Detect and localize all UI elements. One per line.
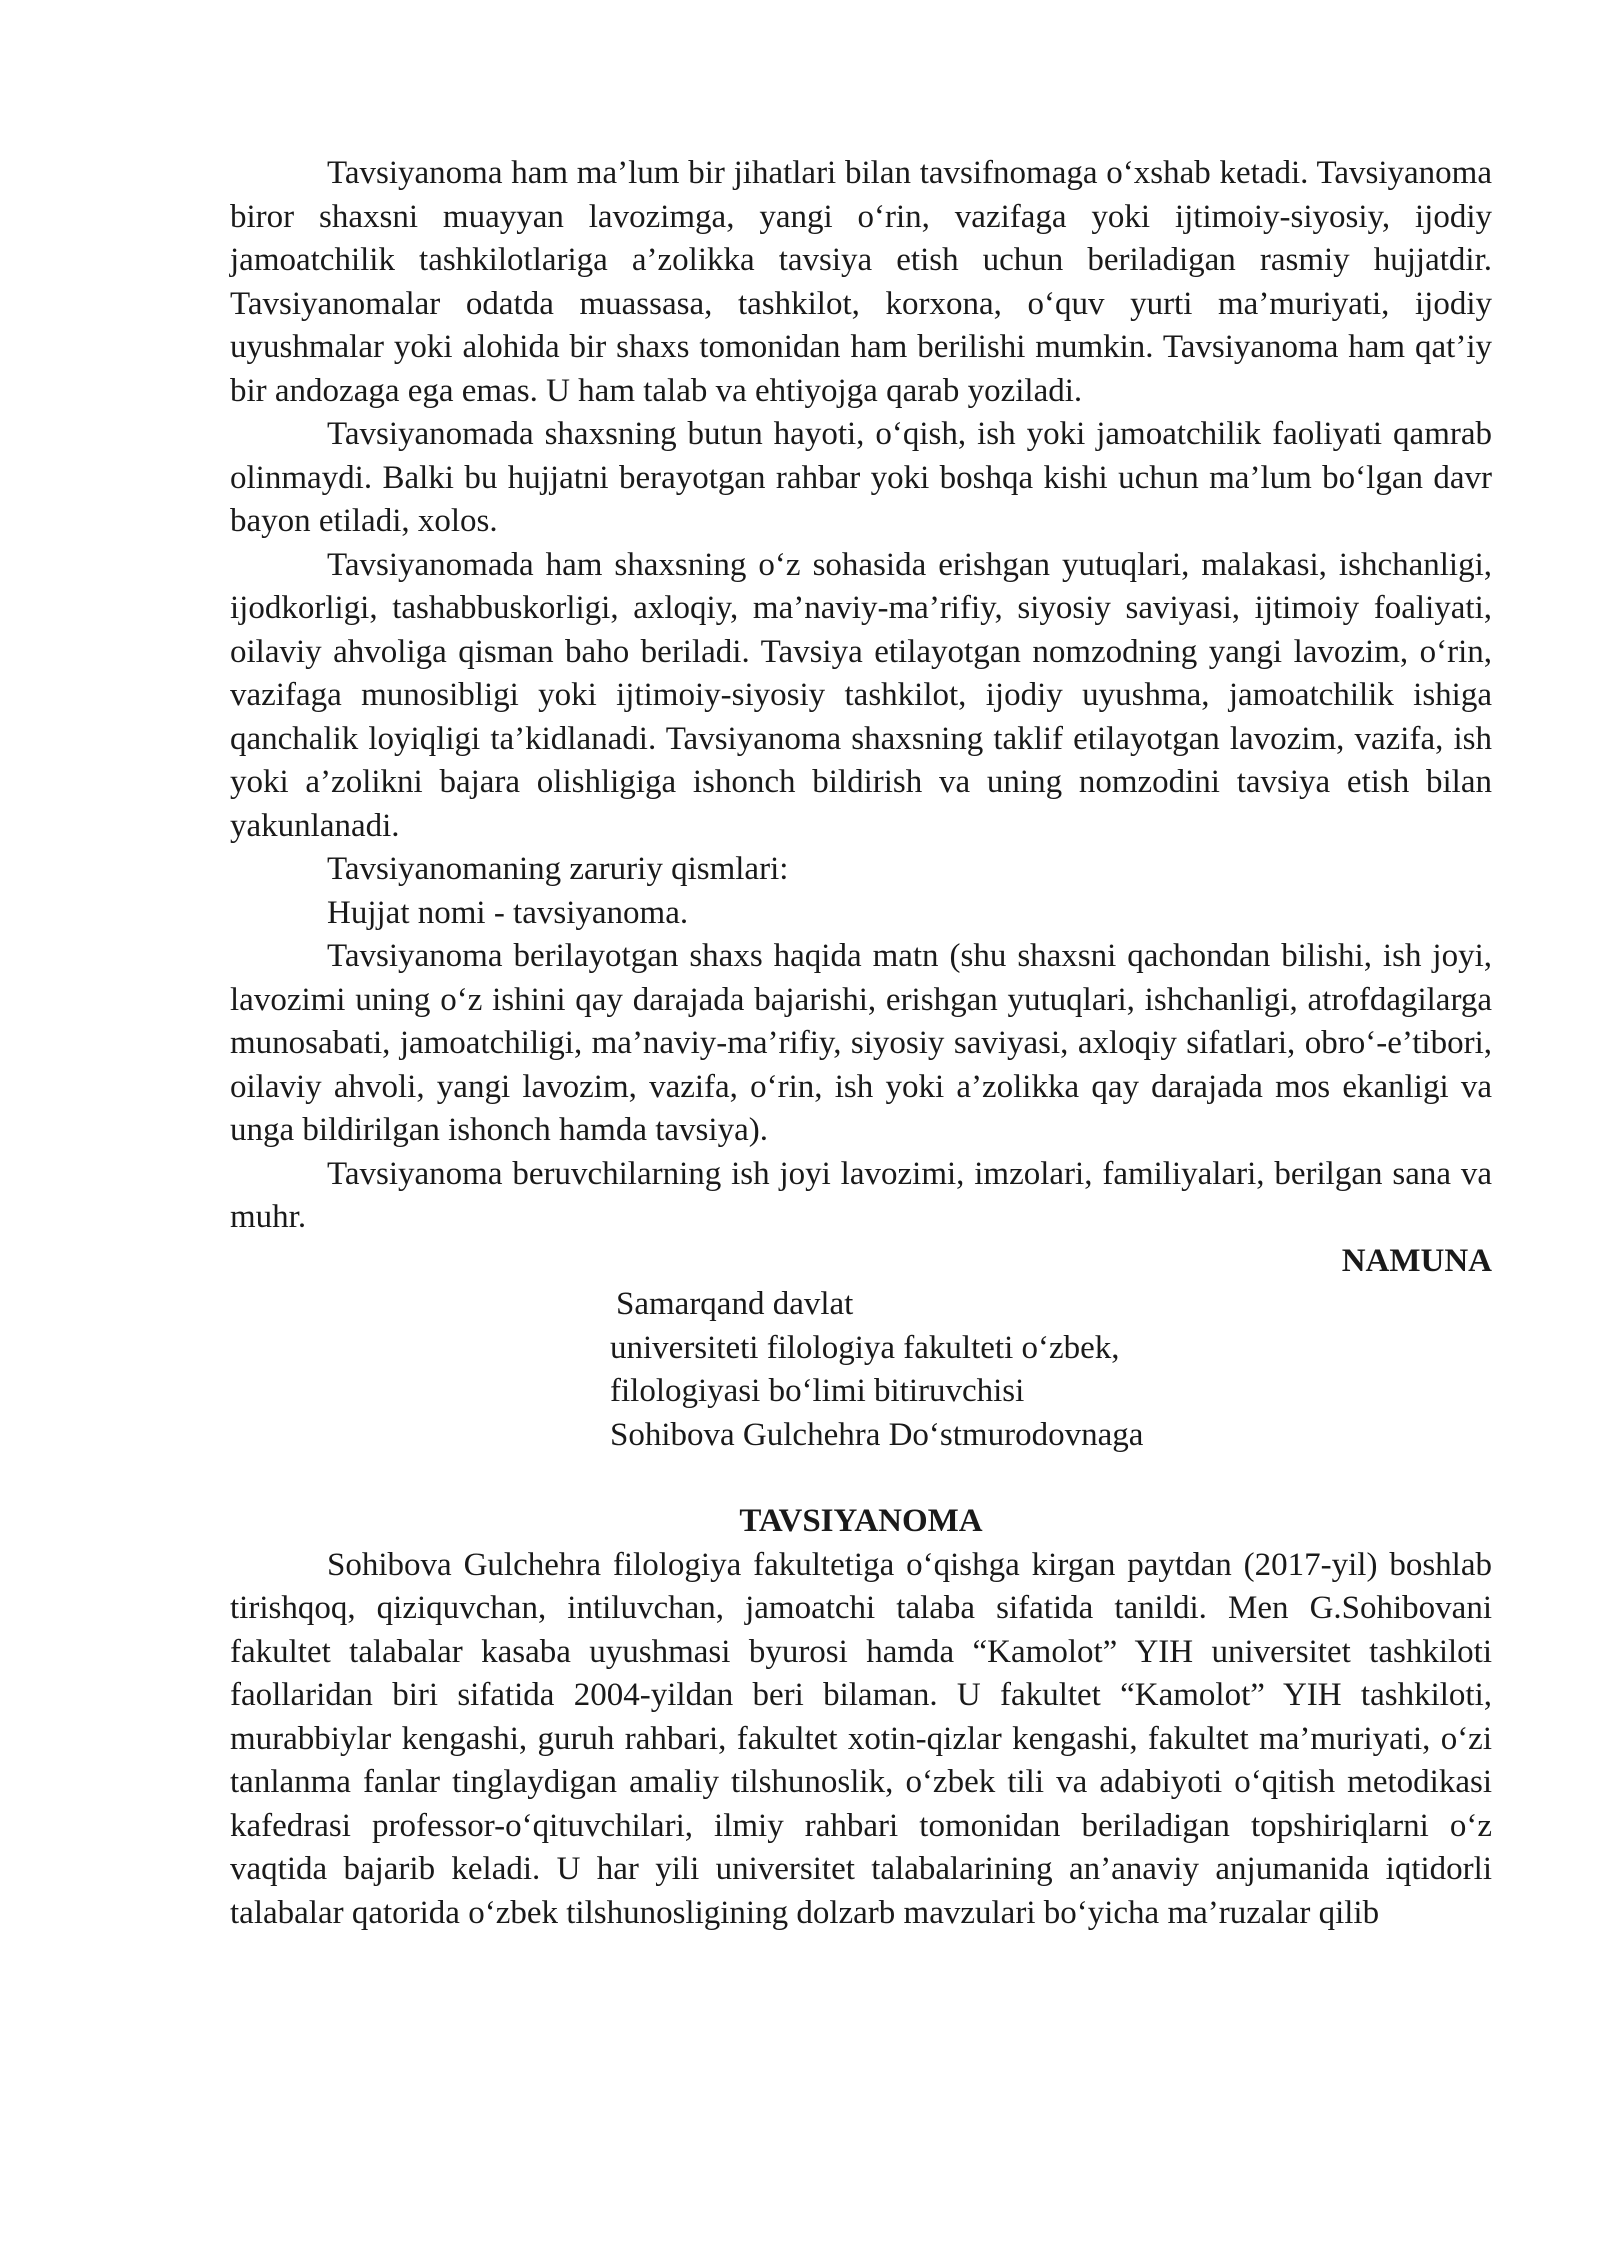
addressee-line: universiteti filologiya fakulteti o‘zbek, — [610, 1329, 1120, 1366]
letter-title: TAVSIYANOMA — [739, 1503, 983, 1539]
addressee-line: Sohibova Gulchehra Do‘stmurodovnaga — [610, 1416, 1144, 1453]
paragraph-text-about-person: Tavsiyanoma berilayotgan shaxs haqida matn (shu shaxsni qachondan bilishi, ish joyi, lavozimi uning o‘z ishini qay darajada bajarishi, erishgan yutuqlari, ishchanligi, atrofdagilarga munosabati, jamoatchiligi, ma’naviy-ma’rifiy, siyosiy saviyasi, axloqiy sifatlari, obro‘-e’tibori, oilaviy ahvoli, yangi lavozim, vazifa, o‘rin, ish yoki a’zolikka qay darajada mos ekanligi va unga bildirilgan ishonch hamda tavsiya). — [230, 938, 1492, 1148]
addressee-line: filologiyasi bo‘limi bitiruvchisi — [610, 1373, 1025, 1409]
sample-label: NAMUNA — [1341, 1242, 1492, 1279]
paragraph-required-parts: Tavsiyanomaning zaruriy qismlari: — [327, 851, 789, 887]
paragraph-scope: Tavsiyanomada shaxsning butun hayoti, o‘qish, ish yoki jamoatchilik faoliyati qamrab olinmaydi. Balki bu hujjatni berayotgan rahbar yoki boshqa kishi uchun ma’lum bo‘lgan davr bayon etiladi, xolos. — [230, 416, 1492, 539]
paragraph-content: Tavsiyanomada ham shaxsning o‘z sohasida erishgan yutuqlari, malakasi, ishchanligi, ijodkorligi, tashabbuskorligi, axloqiy, ma’naviy-ma’rifiy, siyosiy saviyasi, ijtimoiy foaliyati, oilaviy ahvoliga qisman baho beriladi. Tavsiya etilayotgan nomzodning yangi lavozim, o‘rin, vazifaga munosibligi yoki ijtimoiy-siyosiy tashkilot, ijodiy uyushma, jamoatchilik ishiga qanchalik loyiqligi ta’kidlanadi. Tavsiyanoma shaxsning taklif etilayotgan lavozim, vazifa, ish yoki a’zolikni bajara olishligiga ishonch bildirish va uning nomzodini tavsiya etish bilan yakunlanadi. — [230, 546, 1492, 844]
addressee-line: Samarqand davlat — [616, 1286, 854, 1322]
paragraph-document-name: Hujjat nomi - tavsiyanoma. — [327, 894, 689, 931]
document-body — [230, 152, 1492, 1935]
letter-body: Sohibova Gulchehra filologiya fakultetiga o‘qishga kirgan paytdan (2017-yil) boshlab tirishqoq, qiziquvchan, intiluvchan, jamoatchi talaba sifatida tanildi. Men G.Sohibovani fakultet talabalar kasaba uyushmasi byurosi hamda “Kamolot” YIH universitet tashkiloti faollaridan biri sifatida 2004-yildan beri bilaman. U fakultet “Kamolot” YIH tashkiloti, murabbiylar kengashi, guruh rahbari, fakultet xotin-qizlar kengashi, fakultet ma’muriyati, o‘zi tanlanma fanlar tinglaydigan amaliy tilshunoslik, o‘zbek tili va adabiyoti o‘qitish metodikasi kafedrasi professor-o‘qituvchilari, ilmiy rahbari tomonidan beriladigan topshiriqlarni o‘z vaqtida bajarib keladi. U har yili universitet talabalarining an’anaviy anjumanida iqtidorli talabalar qatorida o‘zbek tilshunosligining dolzarb mavzulari bo‘yicha ma’ruzalar qilib — [230, 1546, 1492, 1931]
addressee-block — [610, 1283, 1230, 1457]
paragraph-definition: Tavsiyanoma ham ma’lum bir jihatlari bilan tavsifnomaga o‘xshab ketadi. Tavsiyanoma biror shaxsni muayyan lavozimga, yangi o‘rin, vazifaga yoki ijtimoiy-siyosiy, ijodiy jamoatchilik tashkilotlariga a’zolikka tavsiya etish uchun beriladigan rasmiy hujjatdir. Tavsiyanomalar odatda muassasa, tashkilot, korxona, o‘quv yurti ma’muriyati, ijodiy uyushmalar yoki alohida bir shaxs tomonidan ham berilishi mumkin. Tavsiyanoma ham qat’iy bir andozaga ega emas. U ham talab va ehtiyojga qarab yoziladi. — [230, 155, 1492, 409]
paragraph-signatories: Tavsiyanoma beruvchilarning ish joyi lavozimi, imzolari, familiyalari, berilgan sana va muhr. — [230, 1155, 1492, 1235]
